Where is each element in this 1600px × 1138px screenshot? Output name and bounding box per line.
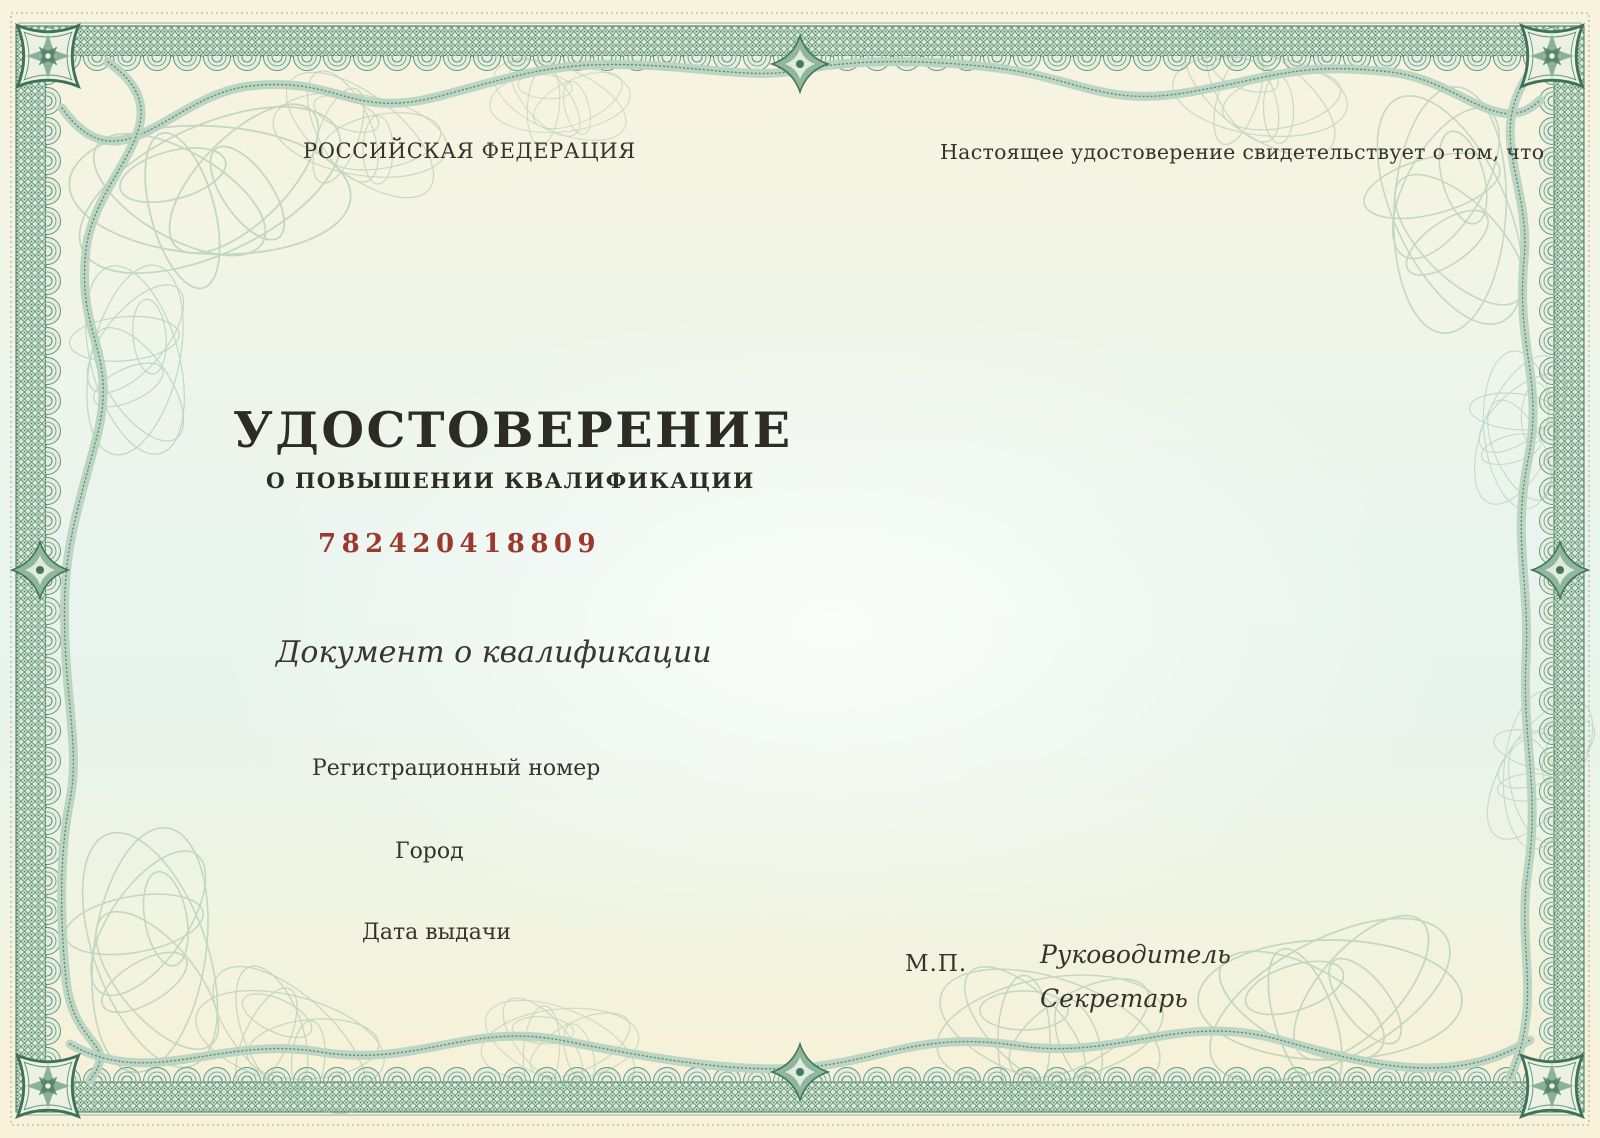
registration-number-label: Регистрационный номер [312, 756, 601, 781]
issue-date-label: Дата выдачи [362, 920, 512, 945]
certificate-title: УДОСТОВЕРЕНИЕ [233, 401, 793, 459]
lace-ornaments [3, 6, 1600, 1138]
scallop-band [22, 26, 1578, 1112]
corner-star-ornament [18, 26, 1583, 1117]
city-label: Город [395, 839, 464, 864]
country-header: РОССИЙСКАЯ ФЕДЕРАЦИЯ [303, 139, 636, 163]
outer-green-line [19, 23, 1581, 1115]
seal-place-mark: М.П. [905, 951, 968, 977]
director-label: Руководитель [1040, 940, 1231, 969]
serial-number: 782420418809 [318, 529, 602, 559]
certificate-subtitle: О ПОВЫШЕНИИ КВАЛИФИКАЦИИ [266, 469, 755, 494]
attestation-statement: Настоящее удостоверение свидетельствует о том, что [940, 140, 1545, 164]
secretary-label: Секретарь [1040, 984, 1188, 1013]
document-kind-label: Документ о квалификации [276, 635, 712, 670]
outer-dotted-line [11, 13, 1589, 1125]
woven-band [16, 26, 1584, 1112]
